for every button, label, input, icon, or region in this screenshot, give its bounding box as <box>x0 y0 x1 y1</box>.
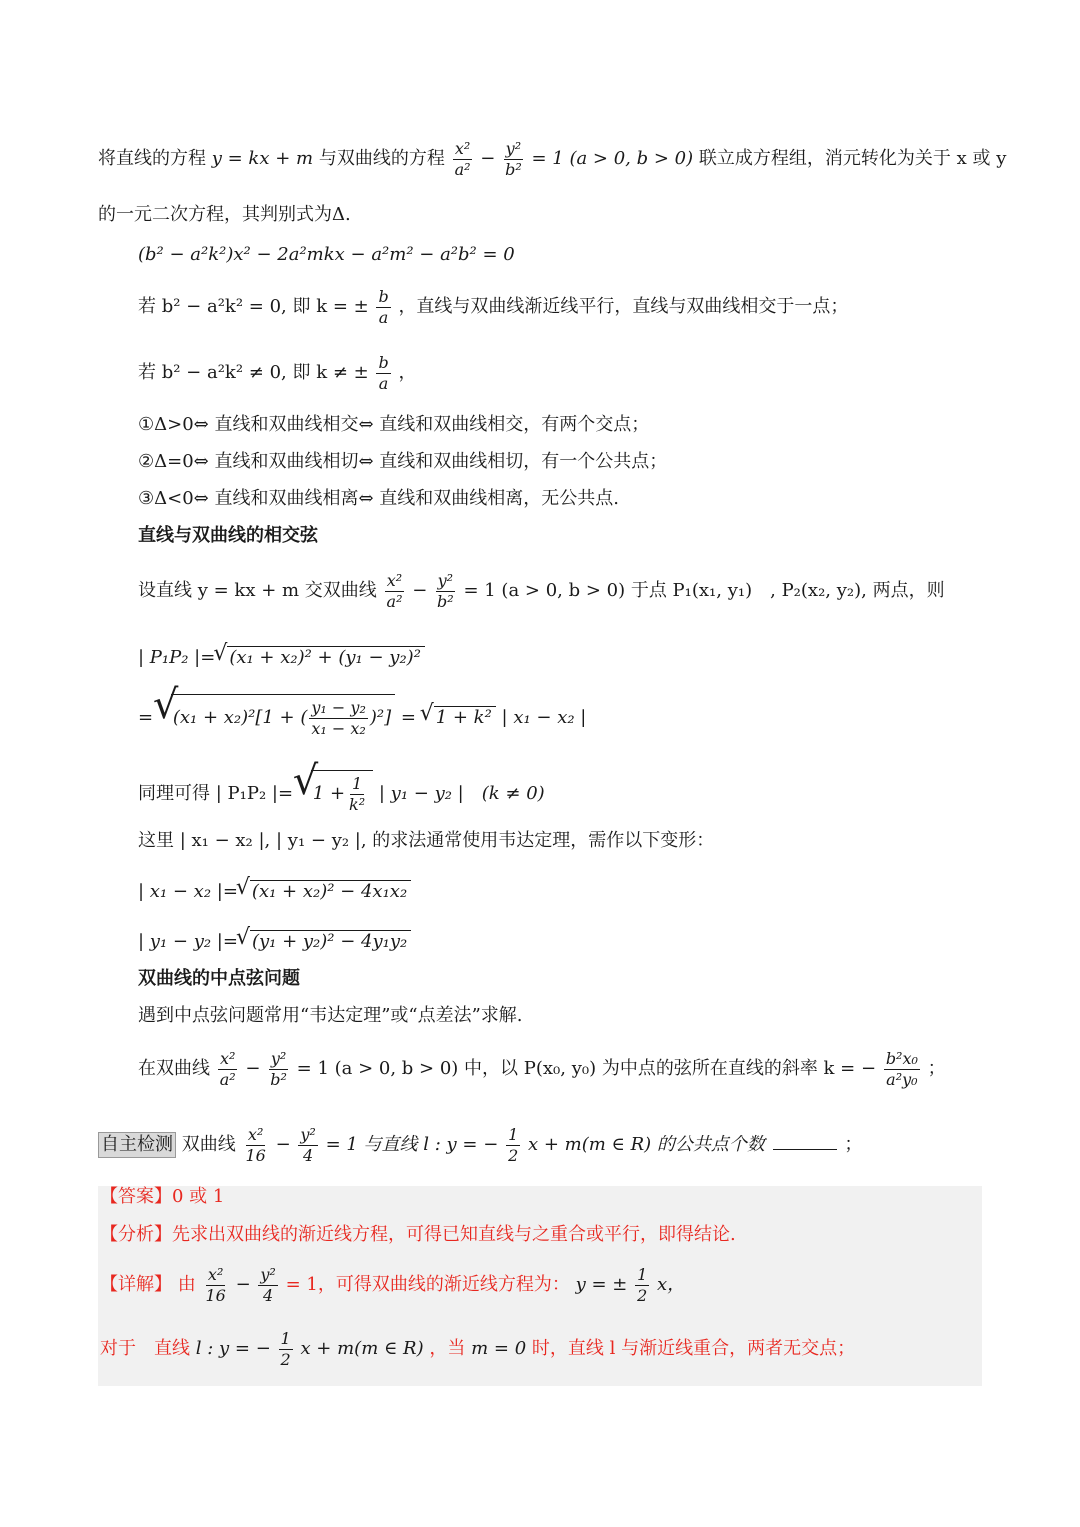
minus-sign: − <box>245 1058 261 1080</box>
exercise-mid2: x + m(m ∈ R) 的公共点个数 <box>527 1134 765 1156</box>
asymptote-eq: y = ± <box>575 1274 628 1296</box>
vieta-y-lhs: | y₁ − y₂ |= <box>138 931 238 952</box>
detail2-mid: ，当 <box>429 1338 466 1360</box>
case2-suffix: ， <box>398 362 417 384</box>
abs-x-diff: | x₁ − x₂ | <box>501 707 587 729</box>
answer-blank[interactable] <box>773 1135 837 1150</box>
sqrt-1-over-k2: √ 1 + $\frac{1}{\text{k²}}$ <box>311 770 373 813</box>
section-heading-midpoint: 双曲线的中点弦问题 <box>138 968 300 989</box>
detail-prefix: 由 <box>177 1274 196 1296</box>
answer-text: 0 或 1 <box>172 1186 225 1207</box>
slope-mid: = 1 (a > 0, b > 0) 中，以 P(x₀, y₀) 为中点的弦所在直线的斜率 k = − <box>296 1058 877 1080</box>
case2-prefix: 若 b² − a²k² ≠ 0, 即 k ≠ ± <box>138 362 369 384</box>
detail-line-2 <box>100 1330 855 1368</box>
fraction-x2-16: $\frac{\text{x²}}{16}$ <box>245 1125 266 1165</box>
answer-label: 【答案】 <box>100 1186 172 1207</box>
analysis-line <box>100 1226 736 1244</box>
detail-label: 【详解】 <box>100 1274 172 1296</box>
minus-sign: − <box>412 580 428 602</box>
line-equation: y = kx + m <box>211 148 314 170</box>
slope-prefix: 在双曲线 <box>138 1058 210 1080</box>
fraction-x2-a2-chord: $\frac{\text{x²}}{\text{a²}}$ <box>386 571 403 611</box>
detail2-suffix: 时，直线 l 与渐近线重合，两者无交点； <box>531 1338 856 1360</box>
line-l-eq: l : y = − <box>195 1338 271 1360</box>
chord-suffix: = 1 (a > 0, b > 0) 于点 P₁(x₁, y₁) , P₂(x₂, y₂), 两点，则 <box>463 580 945 602</box>
case1-prefix: 若 b² − a²k² = 0, 即 k = ± <box>138 296 369 318</box>
vieta-x-lhs: | x₁ − x₂ |= <box>138 881 238 902</box>
equation-rest: = 1 (a > 0, b > 0) <box>531 148 694 170</box>
fraction-y2-b2-chord: $\frac{\text{y²}}{\text{b²}}$ <box>437 571 454 611</box>
detail-suffix: x， <box>657 1274 686 1296</box>
exercise-prefix: 双曲线 <box>181 1134 236 1156</box>
vieta-y-radical: √ (y₁ + y₂)² − 4y₁y₂ <box>250 930 411 951</box>
exercise-suffix: ； <box>844 1134 863 1156</box>
distance-formula-3 <box>138 770 545 813</box>
chord-setup <box>138 572 945 610</box>
discriminant-item-2: ②Δ=0⇔ 直线和双曲线相切⇔ 直线和双曲线相切，有一个公共点； <box>138 451 668 472</box>
detail-line <box>100 1266 685 1304</box>
analysis-label: 【分析】 <box>100 1224 172 1245</box>
fraction-b-a-2: $\frac{b}{a}$ <box>378 353 389 393</box>
case-nonparallel <box>138 354 416 392</box>
line-l-eq2: x + m(m ∈ R) <box>300 1338 424 1360</box>
fraction-x2-16-detail: $\frac{\text{x²}}{16}$ <box>205 1265 226 1305</box>
fraction-1-2: $\frac{1}{2}$ <box>508 1125 519 1165</box>
slope-suffix: ； <box>927 1058 946 1080</box>
answer-line <box>100 1188 224 1206</box>
fraction-x2-a2: $\frac{\text{x²}}{\text{a²}}$ <box>454 139 471 179</box>
intro-line-2: 的一元二次方程，其判别式为Δ. <box>98 204 351 225</box>
intro-line-1 <box>98 140 1006 178</box>
minus-sign: − <box>275 1134 291 1156</box>
fraction-1-2-detail2: $\frac{1}{2}$ <box>280 1329 291 1369</box>
fraction-y2-4: $\frac{\text{y²}}{4}$ <box>300 1125 316 1165</box>
vieta-y-formula <box>138 930 411 951</box>
similarly-prefix: 同理可得 | P₁P₂ |= <box>138 783 294 805</box>
fraction-y2-b2-slope: $\frac{\text{y²}}{\text{b²}}$ <box>270 1049 287 1089</box>
fraction-y2-b2: $\frac{\text{y²}}{\text{b²}}$ <box>505 139 522 179</box>
vieta-x-formula <box>138 880 411 901</box>
condition-m: m = 0 <box>471 1338 527 1360</box>
equals-sign-2: = <box>400 707 416 729</box>
abs-y-diff: | y₁ − y₂ | (k ≠ 0) <box>378 783 545 805</box>
intro-text: 将直线的方程 <box>98 148 206 170</box>
detail-mid: = 1，可得双曲线的渐近线方程为： <box>285 1274 570 1296</box>
slope-formula <box>138 1050 946 1088</box>
vieta-x-radical: √ (x₁ + x₂)² − 4x₁x₂ <box>250 880 411 901</box>
distance-formula-1 <box>138 646 425 667</box>
fraction-1-2-detail: $\frac{1}{2}$ <box>637 1265 648 1305</box>
intro-text-mid: 与双曲线的方程 <box>318 148 445 170</box>
self-check-tag: 自主检测 <box>98 1132 176 1158</box>
equals-sign: = <box>138 707 154 729</box>
quadratic-equation: (b² − a²k²)x² − 2a²mkx − a²m² − a²b² = 0 <box>138 244 515 265</box>
fraction-x2-a2-slope: $\frac{\text{x²}}{\text{a²}}$ <box>219 1049 236 1089</box>
fraction-slope: $\frac{\text{b²x₀}}{\text{a²y₀}}$ <box>885 1049 918 1089</box>
case1-suffix: ，直线与双曲线渐近线平行，直线与双曲线相交于一点； <box>398 296 849 318</box>
analysis-text: 先求出双曲线的渐近线方程，可得已知直线与之重合或平行，即得结论. <box>172 1224 736 1245</box>
detail2-prefix: 对于 直线 <box>100 1338 190 1360</box>
vieta-note: 这里 | x₁ − x₂ |, | y₁ − y₂ |, 的求法通常使用韦达定理，需作以下变形： <box>138 830 715 851</box>
fraction-b-a: $\frac{b}{a}$ <box>378 287 389 327</box>
distance-lhs: | P₁P₂ |= <box>138 647 216 668</box>
discriminant-item-1: ①Δ>0⇔ 直线和双曲线相交⇔ 直线和双曲线相交，有两个交点； <box>138 414 650 435</box>
intro-suffix: 联立成方程组，消元转化为关于 x 或 y <box>698 148 1007 170</box>
exercise-line <box>98 1126 862 1164</box>
section-heading-chord: 直线与双曲线的相交弦 <box>138 525 318 546</box>
distance-formula-2 <box>138 694 586 737</box>
sqrt-1-k2: √ 1 + k² <box>434 706 496 727</box>
distance-radical: √ (x₁ + x₂)² + (y₁ − y₂)² <box>227 646 425 667</box>
fraction-y2-4-detail: $\frac{\text{y²}}{4}$ <box>260 1265 276 1305</box>
chord-prefix: 设直线 y = kx + m 交双曲线 <box>138 580 377 602</box>
case-parallel <box>138 288 848 326</box>
minus-sign: − <box>480 148 496 170</box>
discriminant-item-3: ③Δ<0⇔ 直线和双曲线相离⇔ 直线和双曲线相离，无公共点. <box>138 488 619 509</box>
exercise-mid: = 1 与直线 l : y = − <box>325 1134 499 1156</box>
distance-radical-2: √ (x₁ + x₂)²[1 + ( $\frac{\text{y₁ − y₂}}{\text{x₁ − x₂}}$ )²] <box>171 694 395 737</box>
minus-sign: − <box>235 1274 251 1296</box>
midpoint-note: 遇到中点弦问题常用“韦达定理”或“点差法”求解. <box>138 1005 523 1026</box>
